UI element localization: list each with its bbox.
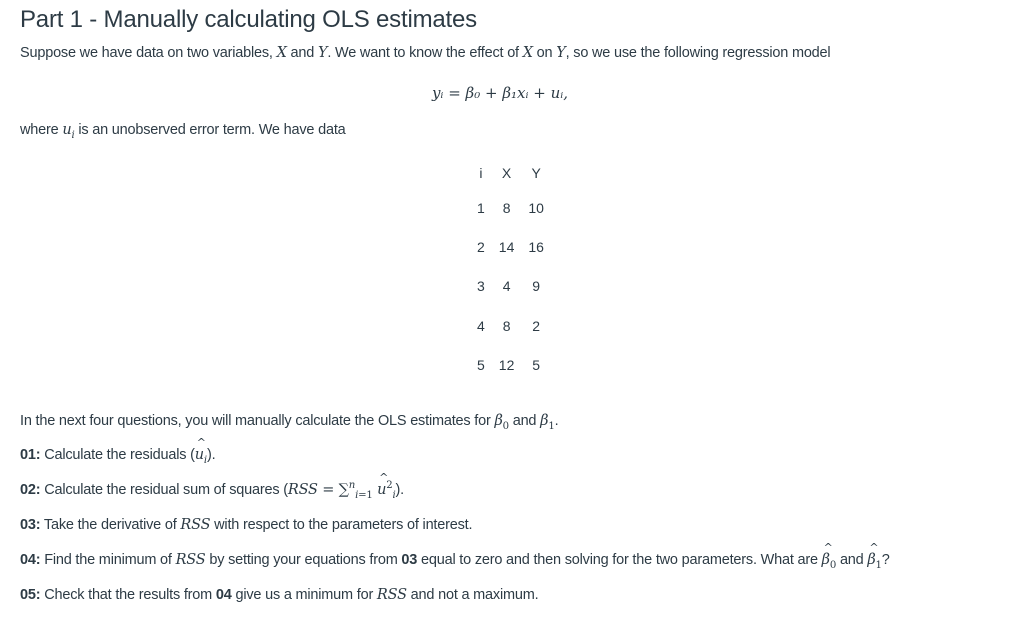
- column-header-x: X: [501, 165, 512, 181]
- rss-formula: RSS = ∑$^n_{i=1}$ ^ $u^2_i$: [288, 482, 396, 498]
- residual-hat: ^ $u_i$: [195, 447, 207, 463]
- intro-text: Suppose we have data on two variables,: [20, 45, 277, 61]
- where-paragraph: [20, 122, 346, 141]
- lead-text: and: [508, 413, 541, 429]
- cell-i: 2: [477, 239, 485, 256]
- var-x: X: [522, 45, 533, 61]
- question-05: [20, 587, 538, 603]
- question-text: Calculate the residual sum of squares (: [40, 482, 288, 498]
- question-number: 03:: [20, 517, 41, 533]
- intro-text: . We want to know the effect of: [327, 45, 523, 61]
- cell-y: 16: [528, 239, 544, 256]
- question-03: [20, 517, 472, 533]
- table-row: [470, 227, 551, 266]
- question-text: ?: [881, 552, 890, 568]
- question-04: [20, 552, 890, 571]
- var-y: Y: [556, 45, 566, 61]
- question-text: Take the derivative of: [40, 517, 181, 533]
- beta-0: $\beta_0$: [494, 413, 509, 432]
- intro-text: , so we use the following regression model: [565, 45, 831, 61]
- cell-x: 8: [502, 199, 511, 216]
- cell-x: 4: [502, 278, 511, 295]
- table-row: [470, 267, 551, 306]
- question-02: 02: Calculate the residual sum of squares (RSS = ∑$^n_{i=1}$ ^ $u^2_i$).: [20, 482, 404, 498]
- intro-paragraph: [20, 45, 830, 61]
- cell-y: 9: [532, 278, 541, 295]
- question-number: 01:: [20, 447, 41, 463]
- error-term: $u_i$: [62, 122, 75, 141]
- question-text: and: [836, 552, 868, 568]
- rss-symbol: RSS: [376, 587, 407, 603]
- question-text: give us a minimum for: [231, 587, 377, 603]
- question-text: equal to zero and then solving for the two parameters. What are: [417, 552, 822, 568]
- regression-equation: yᵢ = β₀ + β₁xᵢ + uᵢ,: [431, 84, 569, 102]
- cell-x: 12: [498, 357, 515, 374]
- where-text: where: [20, 122, 63, 138]
- question-reference: 04: [215, 587, 232, 603]
- question-reference: 03: [401, 552, 418, 568]
- cell-y: 2: [532, 317, 541, 334]
- intro-text: on: [532, 45, 557, 61]
- beta-0-hat: ^ $\beta_0$: [822, 552, 836, 568]
- lead-text: In the next four questions, you will manually calculate the OLS estimates for: [20, 413, 495, 429]
- intro-text: and: [286, 45, 318, 61]
- question-text: with respect to the parameters of interest.: [210, 517, 473, 533]
- cell-i: 4: [477, 317, 485, 334]
- question-number: 02:: [20, 482, 41, 498]
- var-y: Y: [317, 45, 328, 61]
- rss-symbol: RSS: [175, 552, 206, 568]
- page-title: Part 1 - Manually calculating OLS estimates: [20, 6, 477, 33]
- table-header-row: [470, 158, 551, 188]
- question-text: Find the minimum of: [40, 552, 176, 568]
- lead-paragraph: [20, 413, 559, 432]
- cell-x: 8: [502, 317, 511, 334]
- beta-1-hat: ^ $\beta_1$: [867, 552, 881, 568]
- data-table: [470, 158, 551, 385]
- question-text: Check that the results from: [40, 587, 216, 603]
- column-header-y: Y: [531, 165, 541, 181]
- cell-x: 14: [498, 239, 515, 256]
- cell-i: 3: [477, 278, 485, 295]
- cell-y: 10: [528, 199, 544, 216]
- question-number: 04:: [20, 552, 41, 568]
- question-01: 01: Calculate the residuals (^ $u_i$).: [20, 447, 215, 463]
- table-row: [470, 188, 551, 227]
- question-text: by setting your equations from: [205, 552, 402, 568]
- table-row: [470, 346, 551, 385]
- cell-i: 5: [477, 357, 485, 374]
- lead-text: .: [554, 413, 559, 429]
- table-row: [470, 306, 551, 345]
- cell-i: 1: [477, 199, 485, 216]
- beta-1: $\beta_1$: [540, 413, 555, 432]
- where-text: is an unobserved error term. We have data: [74, 122, 346, 138]
- var-x: X: [276, 45, 287, 61]
- column-header-i: i: [479, 165, 483, 181]
- question-number: 05:: [20, 587, 41, 603]
- question-text: and not a maximum.: [406, 587, 539, 603]
- question-text: Calculate the residuals (: [40, 447, 195, 463]
- cell-y: 5: [532, 357, 541, 374]
- rss-symbol: RSS: [180, 517, 211, 533]
